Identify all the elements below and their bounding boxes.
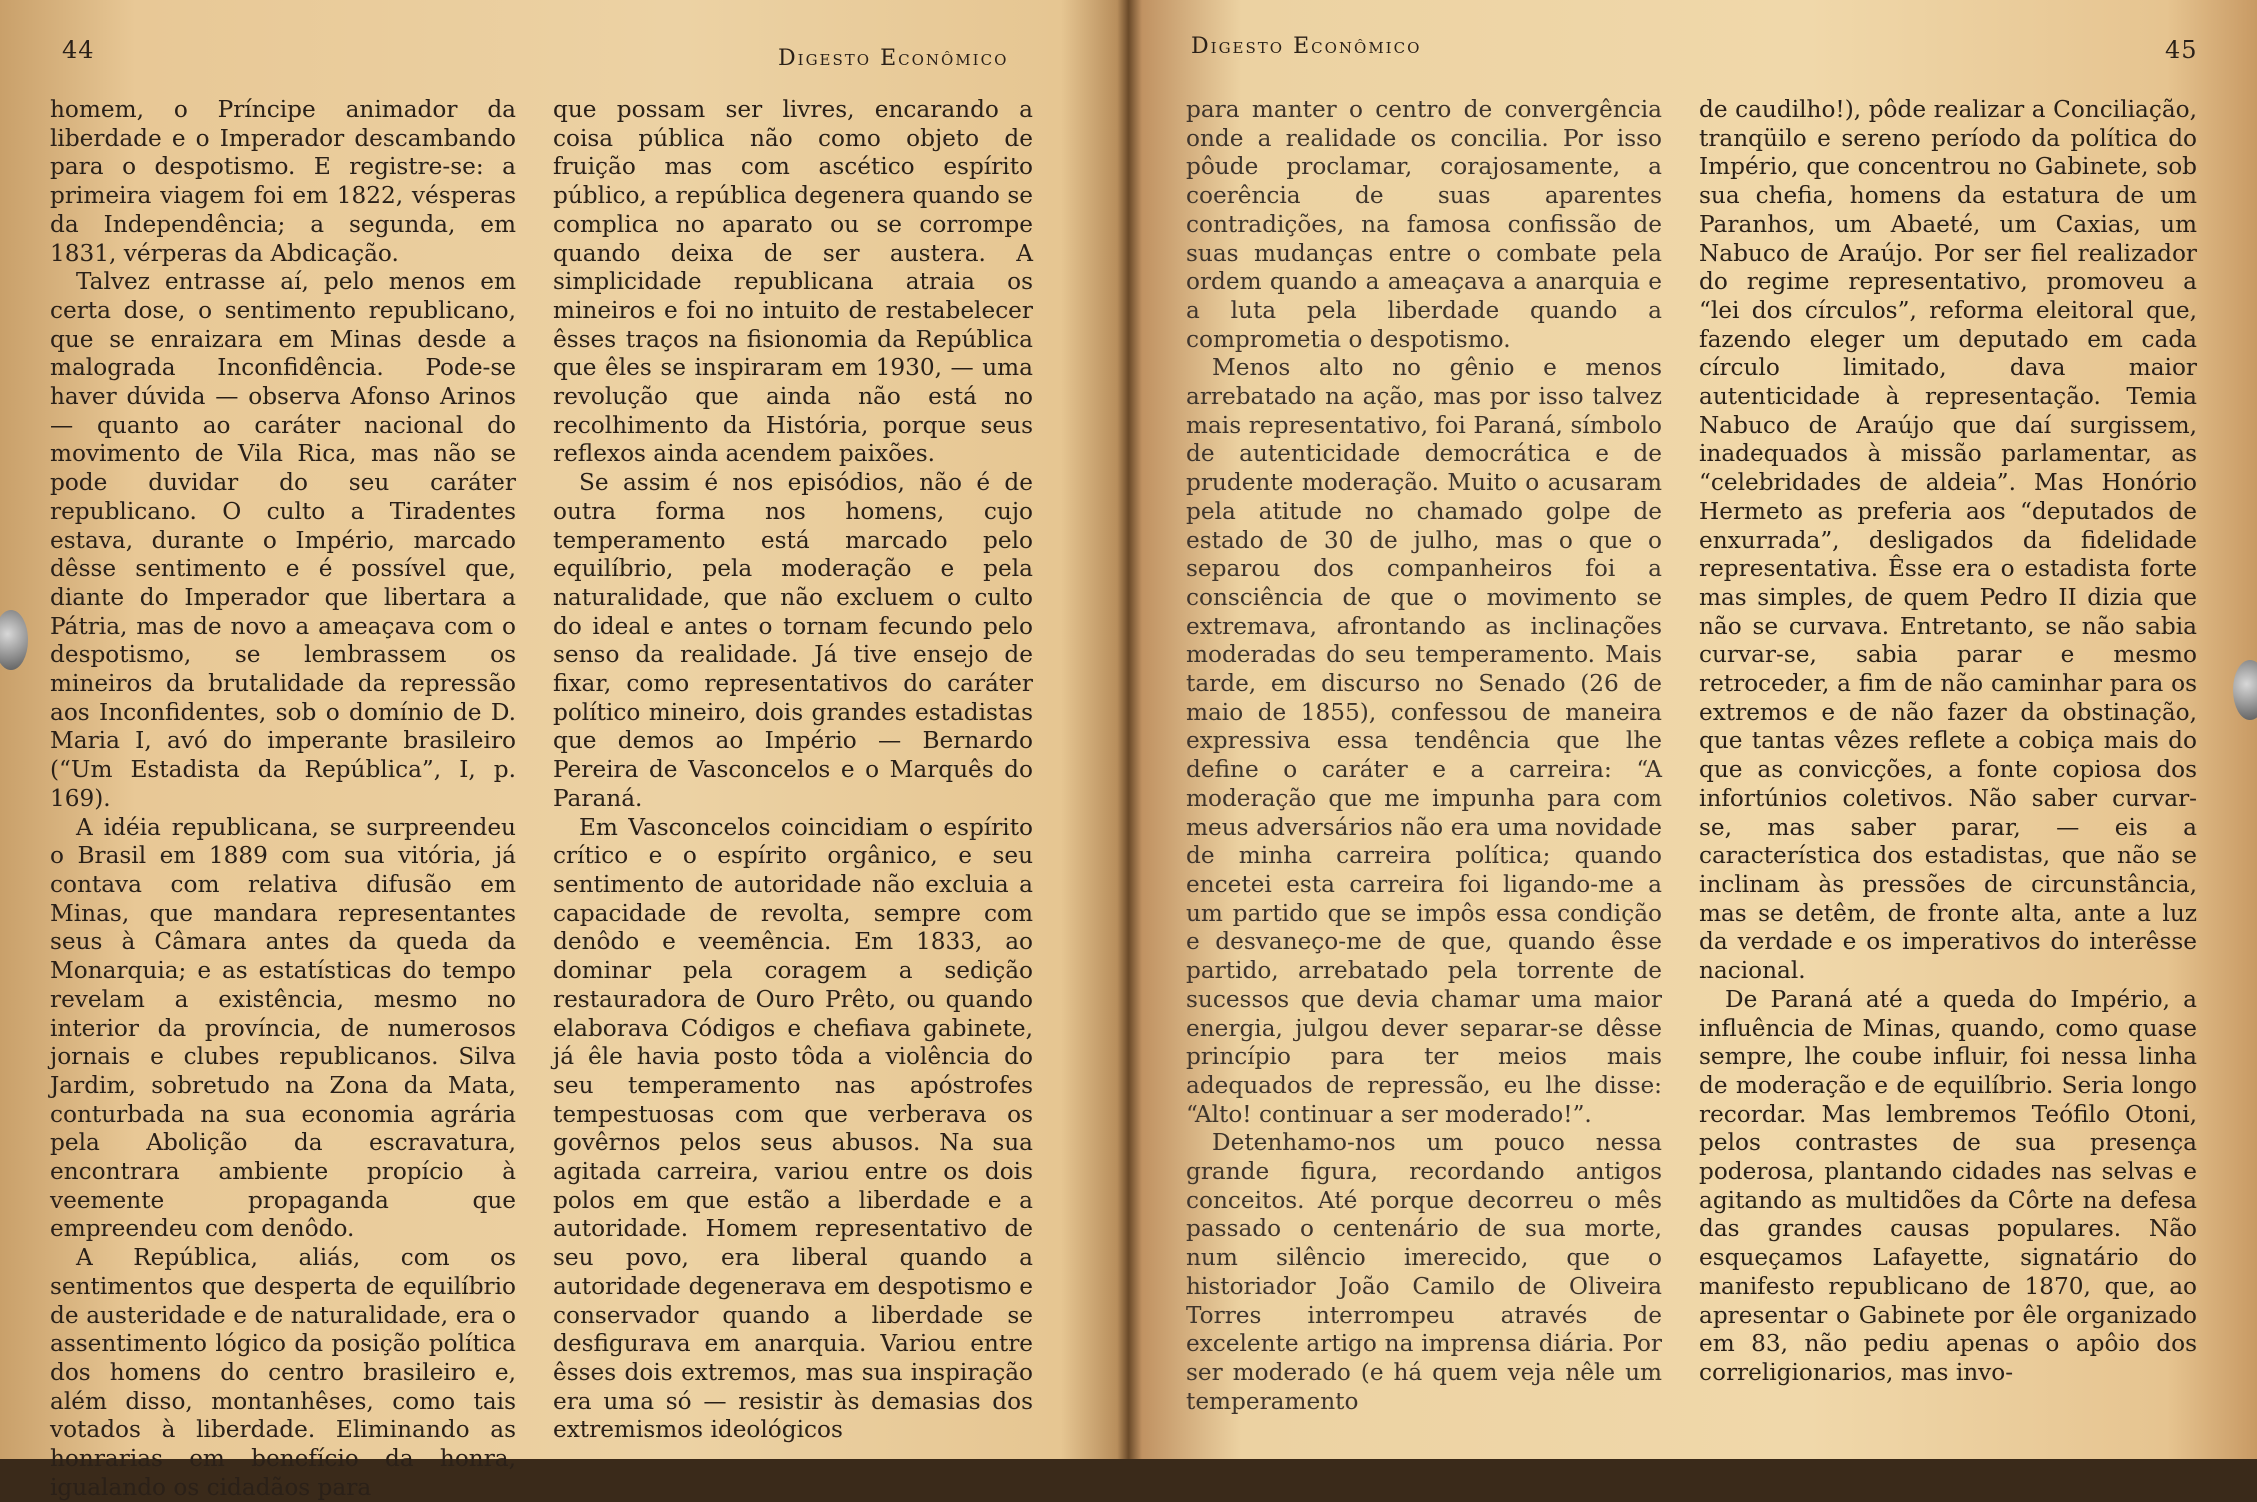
binding-clip-icon (0, 610, 28, 670)
running-head: Digesto Econômico (778, 46, 1009, 71)
paragraph: que possam ser livres, encarando a coisa pública não como objeto de fruição mas com ascético espírito público, a república degenera quando se complica no aparato ou se corrompe quando deixa de ser austera. A simplicidade republicana atraia os mineiros e foi no intuito de restabelecer êsses traços na fisionomia da República que êles se inspiraram em 1930, — uma revolução que ainda não está no recolhimento da História, porque seus reflexos ainda acendem paixões. (553, 96, 1033, 468)
paragraph: homem, o Príncipe animador da liberdade e o Imperador descambando para o despotismo. E registre-se: a primeira viagem foi em 1822, vésperas da Independência; a segunda, em 1831, vérperas da Abdicação. (50, 96, 516, 267)
page-number: 44 (62, 36, 95, 64)
right-page (1129, 0, 2257, 1459)
text-column-2 (1699, 96, 2197, 1388)
paragraph: para manter o centro de convergência onde a realidade os concilia. Por isso pôude proclamar, corajosamente, a coerência de suas aparentes contradições, na famosa confissão de suas mudanças entre o combate pela ordem quando a ameaçava a anarquia e a luta pela liberdade quando a comprometia o despotismo. (1186, 96, 1662, 353)
running-head: Digesto Econômico (1191, 34, 1422, 59)
text-column-1 (50, 96, 516, 1502)
text-column-1 (1186, 96, 1662, 1416)
paragraph: Detenhamo-nos um pouco nessa grande figura, recordando antigos conceitos. Até porque decorreu o mês passado o centenário de sua morte, num silêncio imerecido, que o historiador João Camilo de Oliveira Torres interrompeu através de excelente artigo na imprensa diária. Por ser moderado (e há quem veja nêle um temperamento (1186, 1129, 1662, 1415)
paragraph: Em Vasconcelos coincidiam o espírito crítico e o espírito orgânico, e seu sentimento de autoridade não excluia a capacidade de revolta, sempre com denôdo e veemência. Em 1833, ao dominar pela coragem a sedição restauradora de Ouro Prêto, ou quando elaborava Códigos e chefiava gabinete, já êle havia posto tôda a violência do seu temperamento nas apóstrofes tempestuosas com que verberava os govêrnos pelos seus abusos. Na sua agitada carreira, variou entre os dois polos em que estão a liberdade e a autoridade. Homem representativo de seu povo, era liberal quando a autoridade degenerava em despotismo e conservador quando a liberdade se desfigurava em anarquia. Variou entre êsses dois extremos, mas sua inspiração era uma só — resistir às demasias dos extremismos ideológicos (553, 813, 1033, 1444)
page-number: 45 (2165, 36, 2198, 64)
paragraph: A idéia republicana, se surpreendeu o Brasil em 1889 com sua vitória, já contava com relativa difusão em Minas, que mandara representantes seus à Câmara antes da queda da Monarquia; e as estatísticas do tempo revelam a existência, mesmo no interior da província, de numerosos jornais e clubes republicanos. Silva Jardim, sobretudo na Zona da Mata, conturbada na sua economia agrária pela Abolição da escravatura, encontrara ambiente propício à veemente propaganda que empreendeu com denôdo. (50, 813, 516, 1243)
left-page (0, 0, 1128, 1501)
paragraph: De Paraná até a queda do Império, a influência de Minas, quando, como quase sempre, lhe coube influir, foi nessa linha de moderação e de equilíbrio. Seria longo recordar. Mas lembremos Teófilo Otoni, pelos contrastes de sua presença poderosa, plantando cidades nas selvas e agitando as multidões da Côrte na defesa das grandes causas populares. Não esqueçamos Lafayette, signatário do manifesto republicano de 1870, que, ao apresentar o Gabinete por êle organizado em 83, não pediu apenas o apôio dos correligionarios, mas invo- (1699, 985, 2197, 1386)
paragraph: de caudilho!), pôde realizar a Conciliação, tranqüilo e sereno período da política do Império, que concentrou no Gabinete, sob sua chefia, homens da estatura de um Paranhos, um Abaeté, um Caxias, um Nabuco de Araújo. Por ser fiel realizador do regime representativo, promoveu a “lei dos círculos”, reforma eleitoral que, fazendo eleger um deputado em cada círculo limitado, dava maior autenticidade à representação. Temia Nabuco de Araújo que daí surgissem, inadequados à missão parlamentar, as “celebridades de aldeia”. Mas Honório Hermeto as preferia aos “deputados de enxurrada”, desligados da fidelidade representativa. Êsse era o estadista forte mas simples, de quem Pedro II dizia que não se curvava. Entretanto, se não sabia curvar-se, sabia parar e mesmo retroceder, a fim de não caminhar para os extremos e de não fazer da obstinação, que tantas vêzes reflete a cobiça mais do que as convicções, a fonte copiosa dos infortúnios coletivos. Não saber curvar-se, mas saber parar, — eis a característica dos estadistas, que não se inclinam às pressões de circunstância, mas se detêm, de fronte alta, ante a luz da verdade e os imperativos do interêsse nacional. (1699, 96, 2197, 985)
paragraph: Talvez entrasse aí, pelo menos em certa dose, o sentimento republicano, que se enraizara em Minas desde a malograda Inconfidência. Pode-se haver dúvida — observa Afonso Arinos — quanto ao caráter nacional do movimento de Vila Rica, mas não se pode duvidar do seu caráter republicano. O culto a Tiradentes estava, durante o Império, marcado dêsse sentimento e é possível que, diante do Imperador que libertara a Pátria, mas de novo a ameaçava com o despotismo, se lembrassem os mineiros da brutalidade da repressão aos Inconfidentes, sob o domínio de D. Maria I, avó do imperante brasileiro (“Um Estadista da República”, I, p. 169). (50, 268, 516, 812)
paragraph: Se assim é nos episódios, não é de outra forma nos homens, cujo temperamento está marcado pelo equilíbrio, pela moderação e pela naturalidade, que não excluem o culto do ideal e antes o tornam fecundo pelo senso da realidade. Já tive ensejo de fixar, como representativos do caráter político mineiro, dois grandes estadistas que demos ao Império — Bernardo Pereira de Vasconcelos e o Marquês do Paraná. (553, 469, 1033, 812)
text-column-2 (553, 96, 1033, 1445)
binding-clip-icon (2233, 660, 2257, 720)
paragraph: A República, aliás, com os sentimentos que desperta de equilíbrio de austeridade e de naturalidade, era o assentimento lógico da posição política dos homens do centro brasileiro e, além disso, montanhêses, como tais votados à liberdade. Eliminando as honrarias em benefício da honra, igualando os cidadãos para (50, 1244, 516, 1501)
paragraph: Menos alto no gênio e menos arrebatado na ação, mas por isso talvez mais representativo, foi Paraná, símbolo de autenticidade democrática e de prudente moderação. Muito o acusaram pela atitude no chamado golpe de estado de 30 de julho, mas o que o separou dos companheiros foi a consciência de que o movimento se extremava, afrontando as inclinações moderadas do seu temperamento. Mais tarde, em discurso no Senado (26 de maio de 1855), confessou de maneira expressiva essa tendência que lhe define o caráter e a carreira: “A moderação que me impunha para com meus adversários não era uma novidade de minha carreira política; quando encetei esta carreira foi ligando-me a um partido que se impôs essa condição e desvaneço-me de que, quando êsse partido, arrebatado pela torrente de sucessos que devia chamar uma maior energia, julgou dever separar-se dêsse princípio para ter meios mais adequados de repressão, eu lhe disse: “Alto! continuar a ser moderado!”. (1186, 354, 1662, 1128)
